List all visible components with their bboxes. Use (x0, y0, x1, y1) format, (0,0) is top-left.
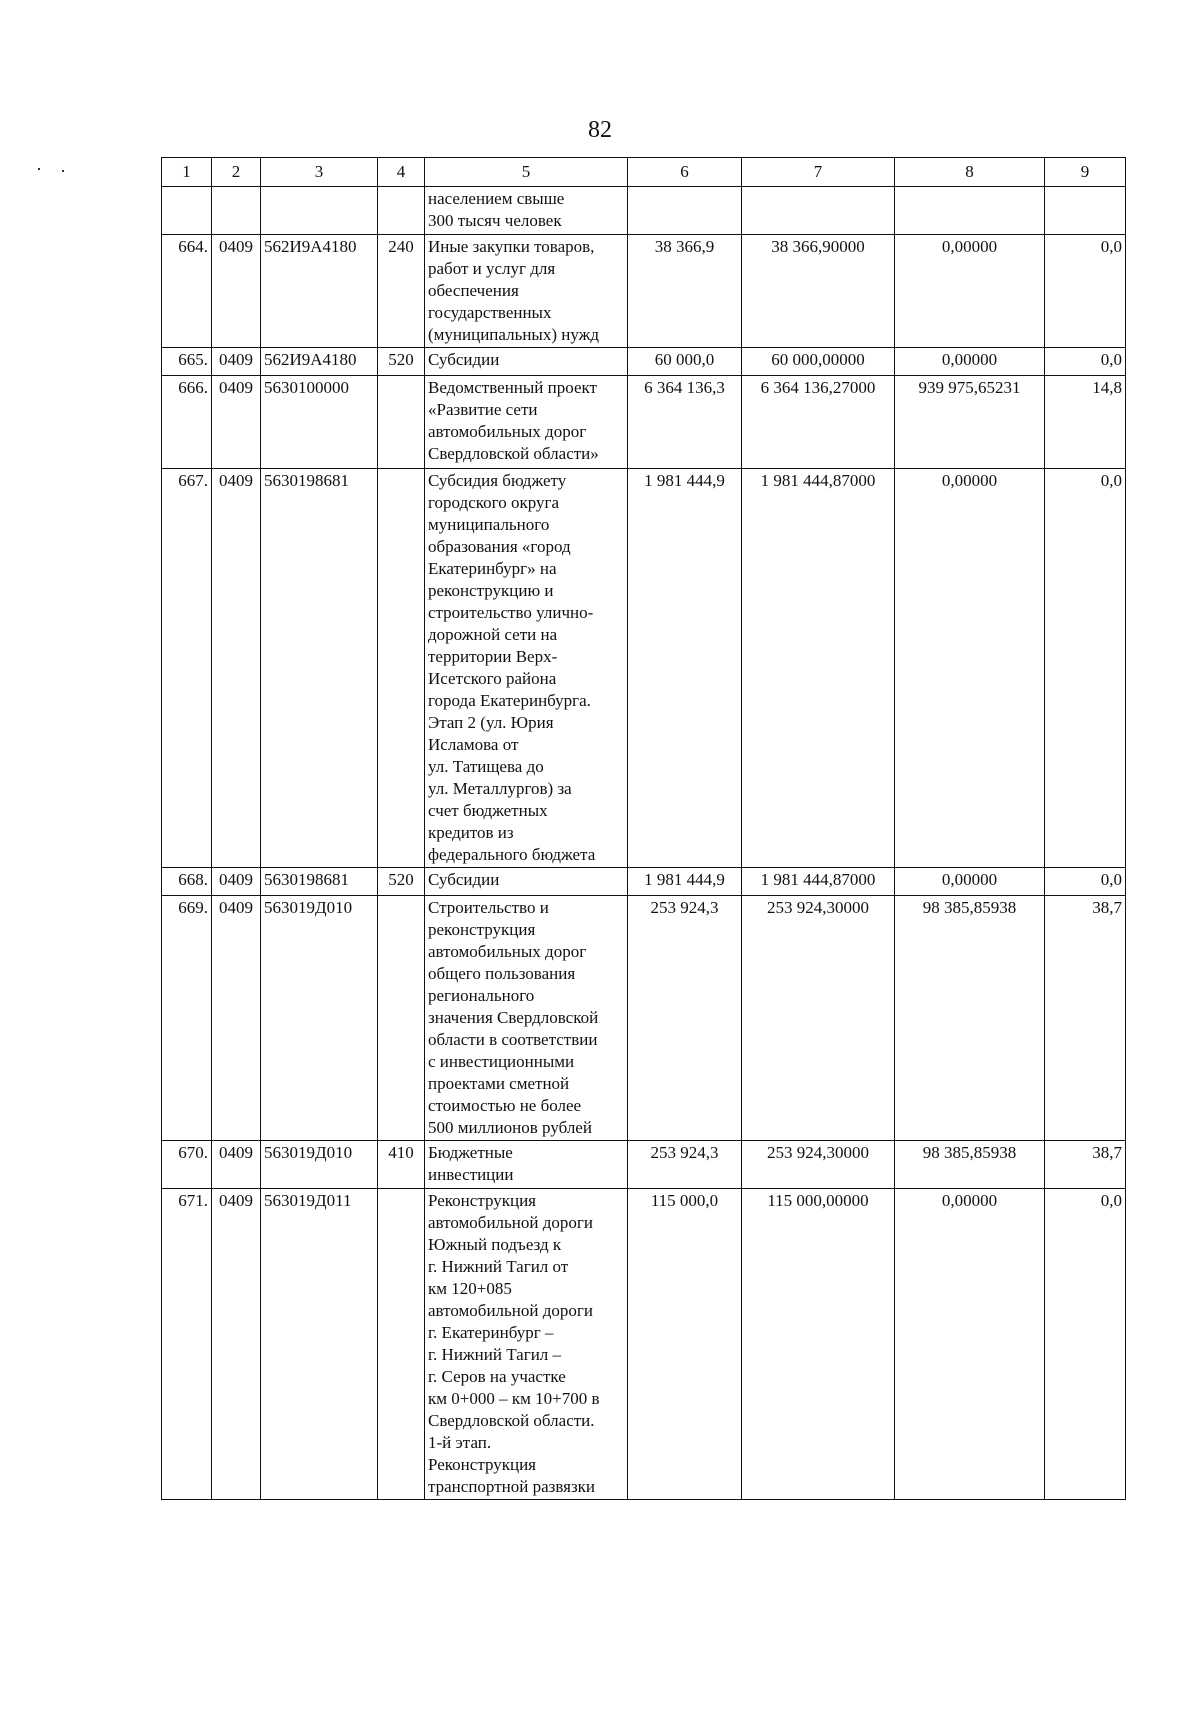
expense-type-cell: 240 (378, 235, 425, 348)
name-line: кредитов из (428, 823, 514, 842)
name-line: реконструкция (428, 920, 536, 939)
name-line: 300 тысяч человек (428, 211, 562, 230)
value-col6-cell: 253 924,3 (628, 896, 742, 1141)
value-col8-cell: 0,00000 (895, 469, 1045, 868)
percent-cell: 0,0 (1045, 348, 1126, 376)
value-col6-cell: 1 981 444,9 (628, 469, 742, 868)
value-col7-cell: 115 000,00000 (742, 1189, 895, 1500)
target-code-cell: 562И9А4180 (261, 235, 378, 348)
section-code-cell (212, 187, 261, 235)
value-col8-cell: 939 975,65231 (895, 376, 1045, 469)
row-number-cell: 671. (162, 1189, 212, 1500)
row-number-cell: 665. (162, 348, 212, 376)
name-line: строительство улично- (428, 603, 594, 622)
name-line: (муниципальных) нужд (428, 325, 600, 344)
page-number: 82 (588, 117, 612, 143)
header-cell: 9 (1045, 158, 1126, 187)
name-line: Южный подъезд к (428, 1235, 562, 1254)
name-cell (425, 896, 628, 1141)
section-code-cell: 0409 (212, 376, 261, 469)
expense-type-cell: 410 (378, 1141, 425, 1189)
name-line: реконструкцию и (428, 581, 554, 600)
section-code-cell: 0409 (212, 469, 261, 868)
value-col6-cell: 1 981 444,9 (628, 868, 742, 896)
header-cell: 8 (895, 158, 1045, 187)
name-line: ул. Татищева до (428, 757, 544, 776)
scan-speck (62, 170, 64, 172)
name-cell (425, 1141, 628, 1189)
name-line: проектами сметной (428, 1074, 570, 1093)
table-header-row (162, 158, 1126, 187)
header-cell: 2 (212, 158, 261, 187)
name-line: Реконструкция (428, 1191, 537, 1210)
name-line: транспортной развязки (428, 1477, 596, 1496)
value-col6-cell: 115 000,0 (628, 1189, 742, 1500)
name-cell (425, 348, 628, 376)
value-col8-cell: 98 385,85938 (895, 1141, 1045, 1189)
table-row (162, 896, 1126, 1141)
value-col8-cell: 0,00000 (895, 348, 1045, 376)
name-line: ул. Металлургов) за (428, 779, 572, 798)
row-number-cell: 670. (162, 1141, 212, 1189)
name-cell (425, 235, 628, 348)
name-line: регионального (428, 986, 535, 1005)
table-row (162, 1141, 1126, 1189)
percent-cell: 38,7 (1045, 1141, 1126, 1189)
name-line: г. Нижний Тагил – (428, 1345, 562, 1364)
table-row (162, 376, 1126, 469)
target-code-cell: 563019Д010 (261, 1141, 378, 1189)
name-line: общего пользования (428, 964, 576, 983)
section-code-cell: 0409 (212, 1141, 261, 1189)
name-line: автомобильной дороги (428, 1213, 593, 1232)
value-col8-cell (895, 187, 1045, 235)
section-code-cell: 0409 (212, 896, 261, 1141)
name-line: Субсидии (428, 870, 500, 889)
header-cell: 1 (162, 158, 212, 187)
name-line: Свердловской области» (428, 444, 599, 463)
section-code-cell: 0409 (212, 348, 261, 376)
name-line: автомобильных дорог (428, 942, 587, 961)
value-col6-cell: 253 924,3 (628, 1141, 742, 1189)
target-code-cell: 562И9А4180 (261, 348, 378, 376)
percent-cell: 0,0 (1045, 868, 1126, 896)
table-row (162, 1189, 1126, 1500)
target-code-cell: 563019Д010 (261, 896, 378, 1141)
name-line: Иные закупки товаров, (428, 237, 595, 256)
name-line: образования «город (428, 537, 571, 556)
percent-cell: 38,7 (1045, 896, 1126, 1141)
expense-type-cell (378, 187, 425, 235)
table-row (162, 348, 1126, 376)
name-line: городского округа (428, 493, 560, 512)
name-line: Екатеринбург» на (428, 559, 557, 578)
name-line: Бюджетные (428, 1143, 513, 1162)
value-col7-cell: 6 364 136,27000 (742, 376, 895, 469)
expense-type-cell (378, 1189, 425, 1500)
name-cell (425, 187, 628, 235)
header-cell: 3 (261, 158, 378, 187)
name-cell (425, 1189, 628, 1500)
name-line: Этап 2 (ул. Юрия (428, 713, 554, 732)
value-col7-cell: 38 366,90000 (742, 235, 895, 348)
name-line: км 0+000 – км 10+700 в (428, 1389, 600, 1408)
row-number-cell: 666. (162, 376, 212, 469)
expense-type-cell (378, 376, 425, 469)
table-row (162, 187, 1126, 235)
header-cell: 4 (378, 158, 425, 187)
header-cell: 5 (425, 158, 628, 187)
value-col6-cell: 6 364 136,3 (628, 376, 742, 469)
value-col7-cell: 253 924,30000 (742, 1141, 895, 1189)
name-line: населением свыше (428, 189, 565, 208)
value-col7-cell: 60 000,00000 (742, 348, 895, 376)
name-line: государственных (428, 303, 552, 322)
name-line: области в соответствии (428, 1030, 598, 1049)
value-col6-cell (628, 187, 742, 235)
percent-cell: 0,0 (1045, 235, 1126, 348)
expense-type-cell (378, 896, 425, 1141)
name-line: дорожной сети на (428, 625, 558, 644)
value-col6-cell: 38 366,9 (628, 235, 742, 348)
target-code-cell: 5630198681 (261, 868, 378, 896)
value-col8-cell: 0,00000 (895, 868, 1045, 896)
name-line: 1-й этап. (428, 1433, 492, 1452)
row-number-cell (162, 187, 212, 235)
value-col7-cell: 253 924,30000 (742, 896, 895, 1141)
row-number-cell: 664. (162, 235, 212, 348)
name-line: стоимостью не более (428, 1096, 582, 1115)
name-line: работ и услуг для (428, 259, 556, 278)
name-line: 500 миллионов рублей (428, 1118, 592, 1137)
name-line: Свердловской области. (428, 1411, 595, 1430)
value-col7-cell: 1 981 444,87000 (742, 868, 895, 896)
header-cell: 7 (742, 158, 895, 187)
budget-table (161, 157, 1126, 1500)
name-line: Исетского района (428, 669, 557, 688)
name-line: федерального бюджета (428, 845, 596, 864)
value-col8-cell: 0,00000 (895, 235, 1045, 348)
row-number-cell: 668. (162, 868, 212, 896)
row-number-cell: 669. (162, 896, 212, 1141)
name-line: г. Серов на участке (428, 1367, 566, 1386)
section-code-cell: 0409 (212, 868, 261, 896)
value-col6-cell: 60 000,0 (628, 348, 742, 376)
value-col7-cell (742, 187, 895, 235)
name-line: автомобильных дорог (428, 422, 587, 441)
row-number-cell: 667. (162, 469, 212, 868)
percent-cell (1045, 187, 1126, 235)
name-line: значения Свердловской (428, 1008, 599, 1027)
target-code-cell: 5630198681 (261, 469, 378, 868)
expense-type-cell: 520 (378, 348, 425, 376)
scan-speck (38, 168, 40, 170)
name-line: «Развитие сети (428, 400, 538, 419)
target-code-cell: 5630100000 (261, 376, 378, 469)
table-row (162, 868, 1126, 896)
name-line: Исламова от (428, 735, 519, 754)
name-line: обеспечения (428, 281, 519, 300)
percent-cell: 14,8 (1045, 376, 1126, 469)
expense-type-cell: 520 (378, 868, 425, 896)
name-line: Строительство и (428, 898, 549, 917)
section-code-cell: 0409 (212, 235, 261, 348)
name-line: г. Екатеринбург – (428, 1323, 554, 1342)
name-line: города Екатеринбурга. (428, 691, 591, 710)
expense-type-cell (378, 469, 425, 868)
value-col8-cell: 0,00000 (895, 1189, 1045, 1500)
name-line: Субсидия бюджету (428, 471, 567, 490)
name-line: г. Нижний Тагил от (428, 1257, 569, 1276)
name-line: инвестиции (428, 1165, 514, 1184)
name-cell (425, 469, 628, 868)
table-row (162, 235, 1126, 348)
name-cell (425, 376, 628, 469)
name-line: с инвестиционными (428, 1052, 575, 1071)
target-code-cell: 563019Д011 (261, 1189, 378, 1500)
target-code-cell (261, 187, 378, 235)
name-line: км 120+085 (428, 1279, 512, 1298)
header-cell: 6 (628, 158, 742, 187)
name-line: муниципального (428, 515, 550, 534)
name-line: счет бюджетных (428, 801, 548, 820)
name-cell (425, 868, 628, 896)
table-row (162, 469, 1126, 868)
name-line: территории Верх- (428, 647, 558, 666)
name-line: Ведомственный проект (428, 378, 597, 397)
name-line: Реконструкция (428, 1455, 537, 1474)
percent-cell: 0,0 (1045, 469, 1126, 868)
value-col8-cell: 98 385,85938 (895, 896, 1045, 1141)
name-line: автомобильной дороги (428, 1301, 593, 1320)
value-col7-cell: 1 981 444,87000 (742, 469, 895, 868)
name-line: Субсидии (428, 350, 500, 369)
section-code-cell: 0409 (212, 1189, 261, 1500)
percent-cell: 0,0 (1045, 1189, 1126, 1500)
